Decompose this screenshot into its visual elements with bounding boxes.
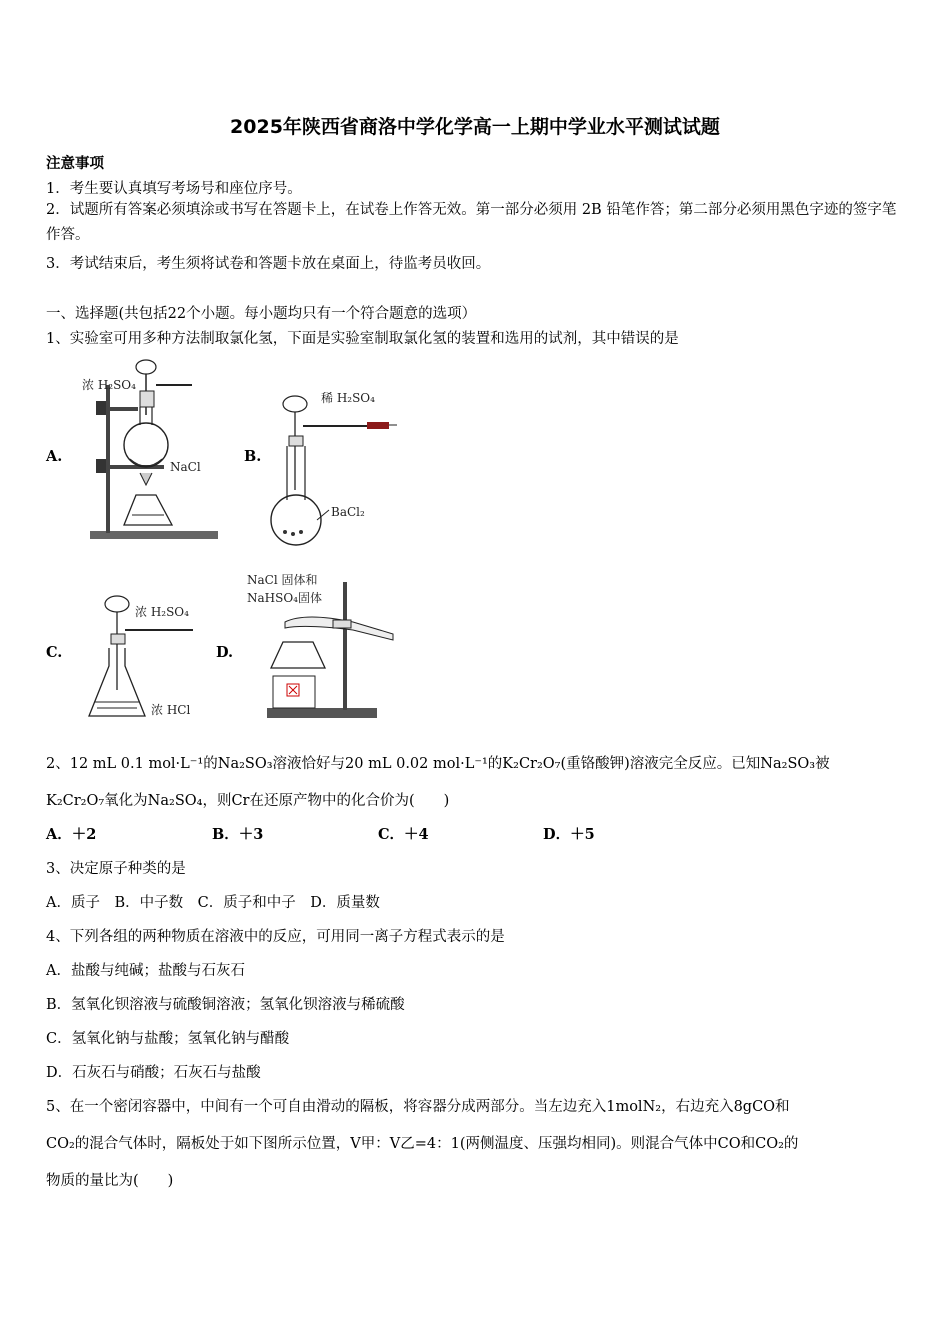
label-c-base: 浓 HCl xyxy=(151,703,191,717)
apparatus-a-figure xyxy=(80,355,225,545)
label-a-acid: 浓 H₂SO₄ xyxy=(82,378,136,392)
q2-choice-a: A．＋2 xyxy=(46,826,97,843)
q2-stem-line2: K₂Cr₂O₇氧化为Na₂SO₄，则Cr在还原产物中的化合价为( ) xyxy=(46,793,450,809)
q2-choice-d: D．＋5 xyxy=(543,826,595,843)
apparatus-d-figure xyxy=(245,572,405,724)
q4-choice-d: D．石灰石与硝酸；石灰石与盐酸 xyxy=(46,1065,261,1081)
q1-stem: 1、实验室可用多种方法制取氯化氢，下面是实验室制取氯化氢的装置和选用的试剂，其中错误的是 xyxy=(46,331,679,347)
q5-stem-line2: CO₂的混合气体时，隔板处于如下图所示位置，V甲：V乙=4：1(两侧温度、压强均相同)。则混合气体中CO和CO₂的 xyxy=(46,1136,799,1152)
notice-item-3: 3．考试结束后，考生须将试卷和答题卡放在桌面上，待监考员收回。 xyxy=(46,256,491,272)
notice-item-1: 1．考生要认真填写考场号和座位序号。 xyxy=(46,181,302,197)
q1-option-a-label: A. xyxy=(46,448,63,465)
label-c-acid: 浓 H₂SO₄ xyxy=(135,605,189,619)
notice-item-2: 2．试题所有答案必须填涂或书写在答题卡上，在试卷上作答无效。第一部分必须用 2B 铅笔作答；第二部分必须用黑色字迹的签字笔作答。 xyxy=(46,202,897,243)
q4-choice-b: B．氢氧化钡溶液与硫酸铜溶液；氢氧化钡溶液与稀硫酸 xyxy=(46,997,405,1013)
q3-stem: 3、决定原子种类的是 xyxy=(46,861,186,877)
q1-option-d-label: D. xyxy=(216,644,234,661)
label-b-salt: BaCl₂ xyxy=(331,505,365,519)
q2-choice-b: B．＋3 xyxy=(212,826,264,843)
apparatus-c-figure xyxy=(85,590,210,725)
label-d-line1: NaCl 固体和 xyxy=(247,573,318,587)
q1-option-b-label: B. xyxy=(244,448,262,465)
q2-stem-line1: 2、12 mL 0.1 mol·L⁻¹的Na₂SO₃溶液恰好与20 mL 0.02 mol·L⁻¹的K₂Cr₂O₇(重铬酸钾)溶液完全反应。已知Na₂SO₃被 xyxy=(46,756,830,772)
q4-choice-a: A．盐酸与纯碱；盐酸与石灰石 xyxy=(46,963,245,979)
q5-stem-line1: 5、在一个密闭容器中，中间有一个可自由滑动的隔板，将容器分成两部分。当左边充入1molN₂，右边充入8gCO和 xyxy=(46,1099,790,1115)
q3-choices: A．质子 B．中子数 C．质子和中子 D．质量数 xyxy=(46,895,380,911)
q4-choice-c: C．氢氧化钠与盐酸；氢氧化钠与醋酸 xyxy=(46,1031,290,1047)
section-heading: 一、选择题(共包括22个小题。每小题均只有一个符合题意的选项） xyxy=(46,306,477,322)
q5-stem-line3: 物质的量比为( ) xyxy=(46,1173,174,1189)
apparatus-b-figure xyxy=(265,380,425,550)
label-b-acid: 稀 H₂SO₄ xyxy=(321,391,375,405)
notice-heading: 注意事项 xyxy=(46,155,104,172)
label-a-salt: NaCl xyxy=(170,460,201,474)
q1-option-c-label: C. xyxy=(46,644,63,661)
q2-choice-c: C．＋4 xyxy=(378,826,429,843)
page-title: 2025年陕西省商洛中学化学高一上期中学业水平测试试题 xyxy=(230,116,720,138)
label-d-line2: NaHSO₄固体 xyxy=(247,591,322,605)
q4-stem: 4、下列各组的两种物质在溶液中的反应，可用同一离子方程式表示的是 xyxy=(46,929,505,945)
